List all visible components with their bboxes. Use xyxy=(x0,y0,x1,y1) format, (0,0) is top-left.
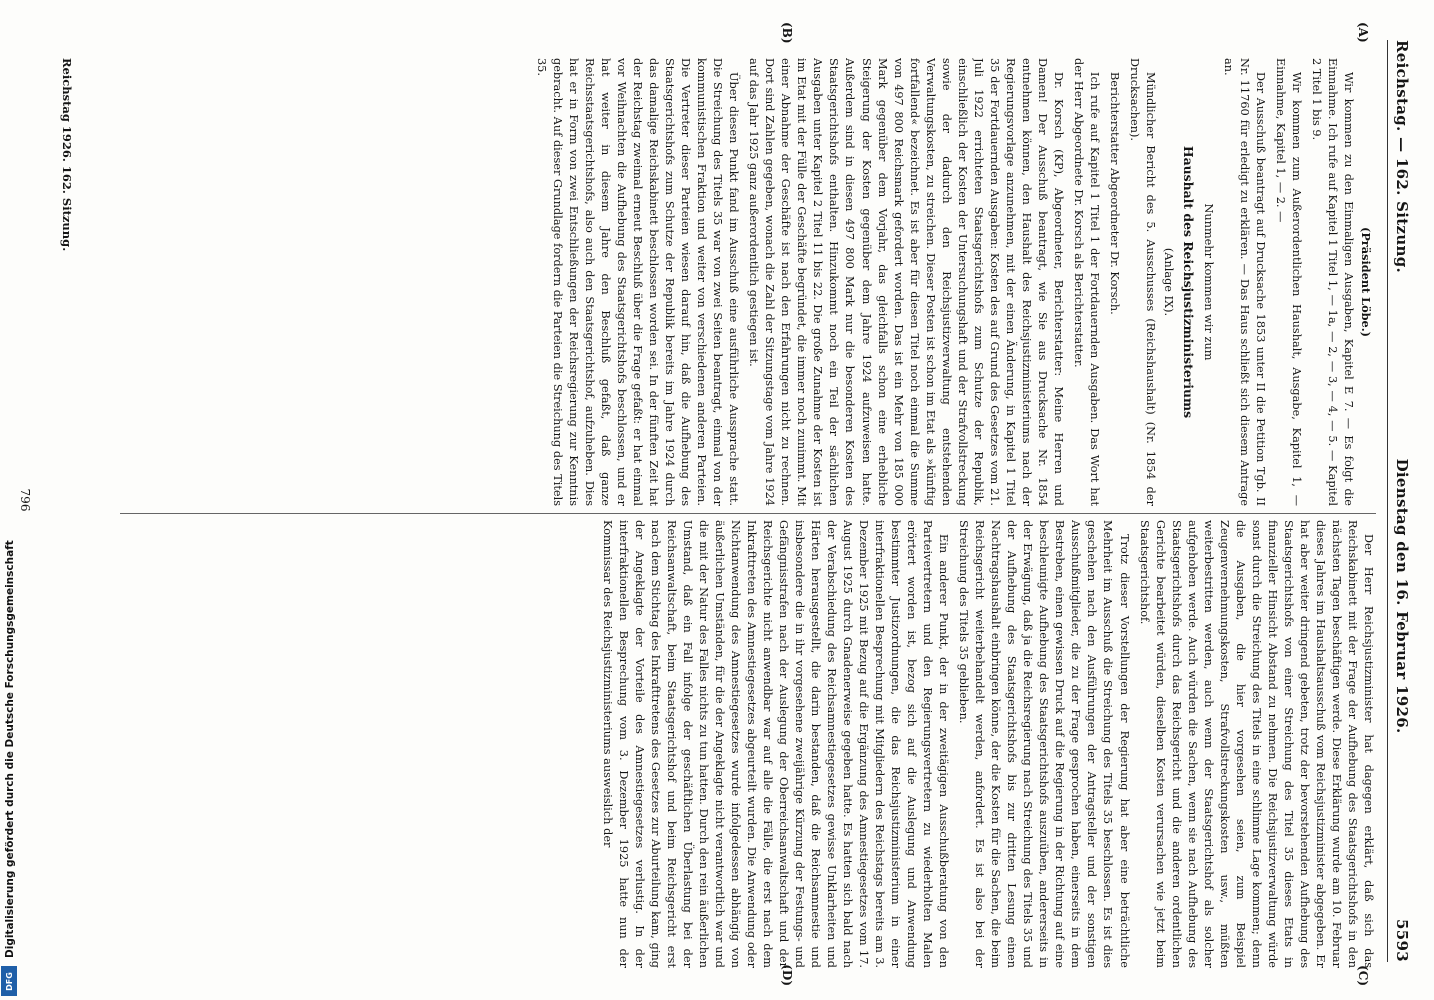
margin-marker-a: (A) xyxy=(1356,22,1370,43)
margin-marker-d: (D) xyxy=(780,964,794,986)
margin-marker-b: (B) xyxy=(780,22,794,44)
section-heading: Haushalt des Reichsjustizministeriums xyxy=(1180,145,1196,419)
paragraph: Ein anderer Punkt, der in der zweitägigen Ausschußberatung von den Parteivertretern und den Regierungsvertretern zu wiederholten Malen erörtert worden ist, bezog sich auf die Auslegung und Anwendung bestimmter Justizordnungen, die das Reichsjustizministerium in einer interfraktionellen Besprechung mit Mitgliedern des Reichstags bereits am 3. Dezember 1925 mit Bezug auf die Ergänzung des Amnestiegesetzes vom 17. August 1925 durch Gnadenerweise gegeben hatte. Es hatten sich bald nach der Verabschiedung des Reichsamnestiegesetzes gewisse Unklarheiten und Härten herausgestellt, die darin bestanden, daß die Reichsamnestie und insbesondere die in ihr vorgesehene zweijährige Kürzung der Festungs- und Gefängnisstrafen nach der Auslegung der Oberreichsanwaltschaft und der Reichsgerichte nicht anwendbar war auf alle die Fälle, die erst nach dem Inkrafttreten des Amnestiegesetzes abgeurteilt wurden. Die Anwendung oder Nichtanwendung des Amnestiegesetzes wurde infolgedessen abhängig von äußerlichen Umständen, für die der Angeklagte nicht verantwortlich war und die mit der Natur des Falles nichts zu tun hatten. Durch den rein äußerlichen Umstand, daß ein Fall infolge der geschäftlichen Überlastung bei der Reichsanwaltschaft, beim Staatsgerichtshof und beim Reichsgericht erst nach dem Stichtag des Inkrafttretens des Gesetzes zur Aburteilung kam, ging der Angeklagte der Vorteile des Amnestiegesetzes verlustig. In der interfraktionellen Besprechung vom 3. Dezember 1925 hatte nun der Kommissar des Reichsjustizministeriums ausweislich der xyxy=(600,520,951,968)
annex-label: (Anlage IX). xyxy=(1162,247,1176,317)
digitization-sidebar xyxy=(0,0,18,1000)
dfg-logo-icon xyxy=(1,966,17,996)
header-left: Reichstag. — 162. Sitzung. xyxy=(1393,40,1411,274)
paragraph: Berichterstatter Abgeordneter Dr. Korsch. xyxy=(1107,72,1121,315)
paragraph: Ich rufe auf Kapitel 1 Titel 1 der Fortdauernden Ausgaben. Das Wort hat der Herr Abgeordnete Dr. Korsch als Berichterstatter. xyxy=(1071,58,1101,506)
paragraph: Der Ausschuß beantragt auf Drucksache 1853 unter II die Petition Tgb. II Nr. 11760 für erledigt zu erklären. — Das Haus schließt sich diesem Antrage an. xyxy=(1221,58,1267,506)
header-page-number: 5593 xyxy=(1393,919,1411,962)
paragraph: Wir kommen zu den Einmaligen Ausgaben, Kapitel E 7. — Es folgt die Einnahme. Ich rufe auf Kapitel 1 Titel 1, — 1a, — 2, — 3, — 4, — 5. — Kapitel 2 Titel 1 bis 9. xyxy=(1309,58,1355,506)
right-column xyxy=(80,520,1376,968)
paragraph: Nunmehr kommen wir zum xyxy=(1201,203,1215,361)
dfg-logo-text: DFG xyxy=(4,971,14,991)
speaker-label: (Präsident Löbe.) xyxy=(1359,226,1373,338)
page-header xyxy=(1387,40,1416,962)
paragraph: Der Herr Reichsjustizminister hat dagegen erklärt, daß sich das Reichskabinett mit der Frage der Aufhebung des Staatsgerichtshofs in den nächsten Tagen beschäftigen werde. Diese Erklärung wurde am 10. Februar dieses Jahres im Haushaltsausschuß vom Reichsjustizminister abgegeben. Er hat aber weiter dringend gebeten, trotz der bevorstehenden Aufhebung des Staatsgerichtshofs von einer Streichung des Titel 35 dieses Etats in finanzieller Hinsicht Abstand zu nehmen. Die Reichsjustizverwaltung würde sonst durch die Streichung des Titels in eine schlimme Lage kommen; denn die Ausgaben, die hier vorgesehen seien, zum Beispiel Zeugenvernehmungskosten, Strafvollstreckungskosten usw., müßten weiterbestritten werden, auch wenn der Staatsgerichtshof als solcher aufgehoben werde. Auch würden die Sachen, wenn sie nach Aufhebung des Staatsgerichtshofs durch das Reichsgericht und die anderen ordentlichen Gerichte bearbeitet würden, dieselben Kosten verursachen wie jetzt beim Staatsgerichtshof. xyxy=(1137,520,1375,968)
paragraph: Über diesen Punkt fand im Ausschuß eine ausführliche Aussprache statt. Die Streichung des Titels 35 war von zwei Seiten beantragt, einmal von der kommunistischen Fraktion und weiter von verschiedenen anderen Parteien. Die Vertreter dieser Parteien wiesen darauf hin, daß die Aufhebung des Staatsgerichtshofs zum Schutze der Republik bereits im Jahre 1924 durch das damalige Reichskabinett beschlossen worden sei. In der fünften Zeit hat der Reichstag zweimal erneut Beschluß über die Frage gefaßt: er hat einmal vor Weihnachten die Aufhebung des Staatsgerichtshofs beschlossen, und er hat weiter in diesem Jahre den Beschluß gefaßt, daß ganze Reichsstaatsgerichtshofs, also auch den Staatsgerichtshof, aufzuheben. Dies hat er in Form von zwei Entschließungen der Reichsregierung zur Kenntnis gebracht. Auf dieser Grundlage fordern die Parteien die Streichung des Titels 35. xyxy=(534,58,741,506)
column-divider xyxy=(120,513,1376,514)
paragraph: Trotz dieser Vorstellungen der Regierung hat aber eine beträchtliche Mehrheit im Ausschuß die Streichung des Titels 35 beschlossen. Es ist dies geschehen nach den Ausführungen der Antragsteller und der sonstigen Ausschußmitglieder, die zu der Frage gesprochen haben, einerseits in dem Bestreben, einen gewissen Druck auf die Regierung in der Richtung auf eine beschleunigte Aufhebung des Staatsgerichtshofs auszuüben, andererseits in der Erwägung, daß ja die Reichsregierung nach Streichung des Titels 35 und der Aufhebung des Staatsgerichtshofs bis zur dritten Lesung einen Nachtragshaushalt einbringen könne, der die Kosten für die Sachen, die beim Reichsgericht weiterbehandelt werden, anfordert. Es ist also bei der Streichung des Titels 35 geblieben. xyxy=(957,520,1131,968)
margin-marker-c: (C) xyxy=(1356,965,1370,986)
paragraph: Mündlicher Bericht des 5. Ausschusses (Reichshaushalt) (Nr. 1854 der Drucksachen). xyxy=(1128,58,1158,506)
paragraph: Wir kommen zum Außerordentlichen Haushalt, Ausgabe, Kapitel 1, — Einnahme, Kapitel 1, — 2. — xyxy=(1273,58,1303,506)
footer-session-label: Reichstag 1926. 162. Sitzung. xyxy=(60,58,74,252)
paragraph: Dr. Korsch (KP), Abgeordneter, Berichterstatter: Meine Herren und Damen! Der Ausschuß beantragt, wie Sie aus Drucksache Nr. 1854 entnehmen können, den Haushalt des Reichsjustizministeriums nach der Regierungsvorlage anzunehmen, mit der einen Änderung, in Kapitel 1 Titel 35 der Fortdauernden Ausgaben: Kosten des auf Grund des Gesetzes vom 21. Juli 1922 errichteten Staatsgerichtshofs zum Schutze der Republik, einschließlich der Kosten der Untersuchungshaft und der Strafvollstreckung sowie der dadurch den Reichsjustizverwaltung entstehenden Verwaltungskosten, zu streichen. Dieser Posten ist schon im Etat als »künftig fortfallend« bezeichnet. Es ist aber für diesen Titel noch einmal die Summe von 497 800 Reichsmark gefordert worden. Das ist ein Mehr von 185 000 Mark gegenüber dem Vorjahr, das gleichfalls schon eine erhebliche Steigerung der Kosten gegenüber dem Jahre 1924 aufzuweisen hatte. Außerdem sind in diesen 497 800 Mark nur die besonderen Kosten des Staatsgerichtshofs enthalten. Hinzukommt noch ein Teil der sächlichen Ausgaben unter Kapitel 2 Titel 11 bis 22. Die große Zunahme der Kosten ist im Etat mit der Fülle der Geschäfte begründet, die immer noch zunimmt. Mit einer Abnahme der Geschäfte ist nach den Erfahrungen nicht zu rechnen. Dort sind Zahlen gegeben, wonach die Zahl der Sitzungstage vom Jahre 1924 auf das Jahr 1925 ganz außerordentlich gestiegen ist. xyxy=(747,58,1065,506)
footer-page-number: 796 xyxy=(18,488,32,512)
header-center: Dienstag den 16. Februar 1926. xyxy=(1393,458,1411,734)
left-column xyxy=(80,58,1376,506)
digitization-credit: Digitalisierung gefördert durch die Deutsche Forschungsgemeinschaft xyxy=(4,540,16,958)
